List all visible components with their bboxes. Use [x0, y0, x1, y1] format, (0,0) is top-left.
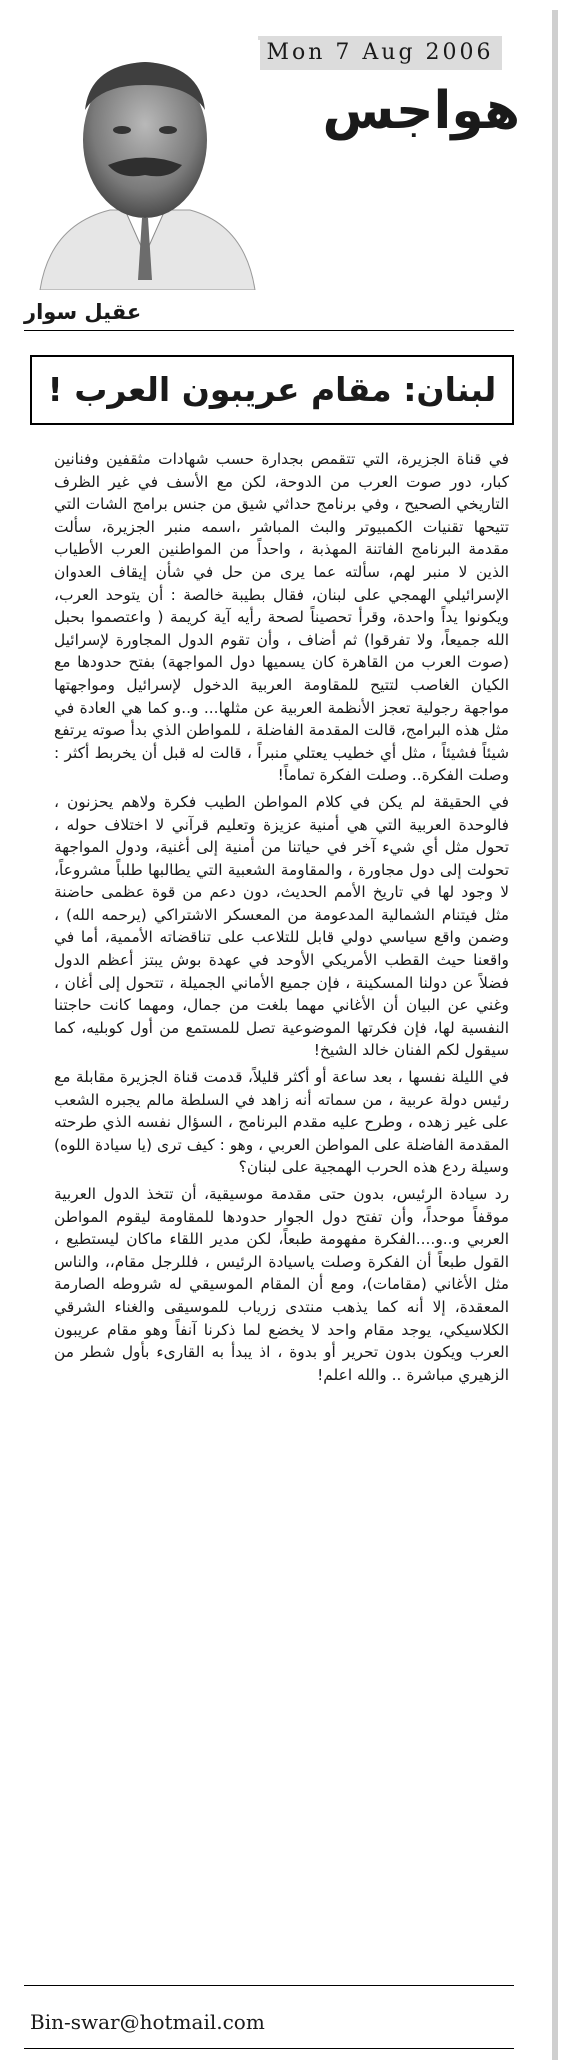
author-portrait [30, 40, 260, 290]
right-margin-rule [552, 10, 558, 2060]
article-paragraph: في الحقيقة لم يكن في كلام المواطن الطيب فكرة ولاهم يحزنون ، فالوحدة العربية التي هي أمنية عزيزة وتعليم قرآني لا اختلاف حوله ، تحول مثل أي شيء آخر في حياتنا من أمنية إلى أغنية، ودول المواجهة تحولت إلى دول مجاورة ، والمقاومة الشعبية التي يطالبها طلباً مشروعاً، لا وجود لها في تاريخ الأمم الحديث، دون دعم من قوة عظمى حاضنة مثل فيتنام الشمالية المدعومة من المعسكر الاشتراكي (يرحمه الله) ، وضمن واقع سياسي دولي قابل للتلاعب على تناقضاته الأممية، أما في واقعنا حيث القطب الأمريكي الأوحد في عهدة بوش يبتز أعظم الدول فضلاً عن دولنا المسكينة ، فإن جميع الأماني الجميلة ، تتحول إلى أغان ، وغني عن البيان أن الأغاني مهما بلغت من جمال، ومهما كانت حاجتنا النفسية لها، فإن فكرتها الموضوعية تصل للمستمع من أول كوبليه، كما سيقول لكم الفنان خالد الشيخ! [54, 792, 509, 1060]
article-paragraph: في قناة الجزيرة، التي تتقمص بجدارة حسب شهادات مثقفين وفنانين كبار، دور صوت العرب من الدوحة، لكن مع الأسف في غير الظرف التاريخي الصحيح ، وفي برنامج حداثي شيق من جنس برامج الشات التي تتيحها تقنيات الكمبيوتر والبث المباشر ،اسمه منبر الجزيرة، سألت مقدمة البرنامج الفاتنة المهذبة ، واحداً من المواطنين العرب الأطياب الذين لا منبر لهم، سألته عما يرى من حل في شأن إيقاف العدوان الإسرائيلي الهمجي على لبنان، فقال بطيبة خالصة : أن يتوحد العرب، ويكونوا يداً واحدة، وقرأ تحصيناً لصحة رأيه آية كريمة ( واعتصموا بحبل الله جميعاً، ولا تفرقوا) ثم أضاف ، وأن تقوم الدول المجاورة لإسرائيل (صوت العرب من القاهرة كان يسميها دول المواجهة) بفتح حدودها مع الكيان الغاصب لتتيح للمقاومة العربية الدخول لإسرائيل ومواجهتها مواجهة رجولية تعجز الأنظمة العربية عن مثلها... و..و كما هي العادة في مثل هذه البرامج، قالت المقدمة الفاضلة ، للمواطن الذي بدأ صوته يرتفع شيئاً فشيئاً ، مثل أي خطيب يعتلي منبراً ، قالت له قبل أن يخربط أكثر : وصلت الفكرة.. وصلت الفكرة تماماً! [54, 450, 509, 785]
column-title: هواجس [322, 81, 520, 141]
author-name: عقيل سوار [24, 300, 142, 324]
issue-date: Mon 7 Aug 2006 [258, 36, 502, 70]
article-body [54, 448, 509, 1918]
header-divider [24, 330, 514, 331]
footer-bottom-divider [24, 2048, 514, 2049]
article-paragraph: رد سيادة الرئيس، بدون حتى مقدمة موسيقية، أن تتخذ الدول العربية موقفاً موحداً، وأن تفتح دول الجوار حدودها للمقاومة ليقوم المواطن العربي و..و....الفكرة مفهومة طبعاً، لكن مدير اللقاء ماكان ليستطيع ، القول طبعاً أن الفكرة وصلت ياسيادة الرئيس ، فللرجل مقام،، والناس مثل الأغاني (مقامات)، ومع أن المقام الموسيقي له شروطه الصارمة المعقدة، إلا أنه كما يذهب منتدى زرياب للموسيقى والغناء الشرقي الكلاسيكي، يوجد مقام واحد لا يخضع لما ذكرنا آنفاً وهو مقام عريبون العرب ويكون بدون تحرير أو بدوة ، اذ يبدأ به القارىء بأول شطر من الزهيري مباشرة .. والله اعلم! [54, 1185, 509, 1384]
article-headline: لبنان: مقام عريبون العرب ! [30, 355, 514, 425]
author-email[interactable]: Bin-swar@hotmail.com [30, 2010, 265, 2034]
article-paragraph: في الليلة نفسها ، بعد ساعة أو أكثر قليلاً، قدمت قناة الجزيرة مقابلة مع رئيس دولة عربية ، من سماته أنه زاهد في السلطة مالم يجبره الشعب على غير زهده ، وطرح عليه مقدم البرنامج ، السؤال نفسه الذي طرحته المقدمة الفاضلة على المواطن العربي ، وهو : كيف ترى (يا سيادة اللوه) وسيلة ردع هذه الحرب الهمجية على لبنان؟ [54, 1068, 509, 1177]
footer-divider [24, 1985, 514, 1986]
